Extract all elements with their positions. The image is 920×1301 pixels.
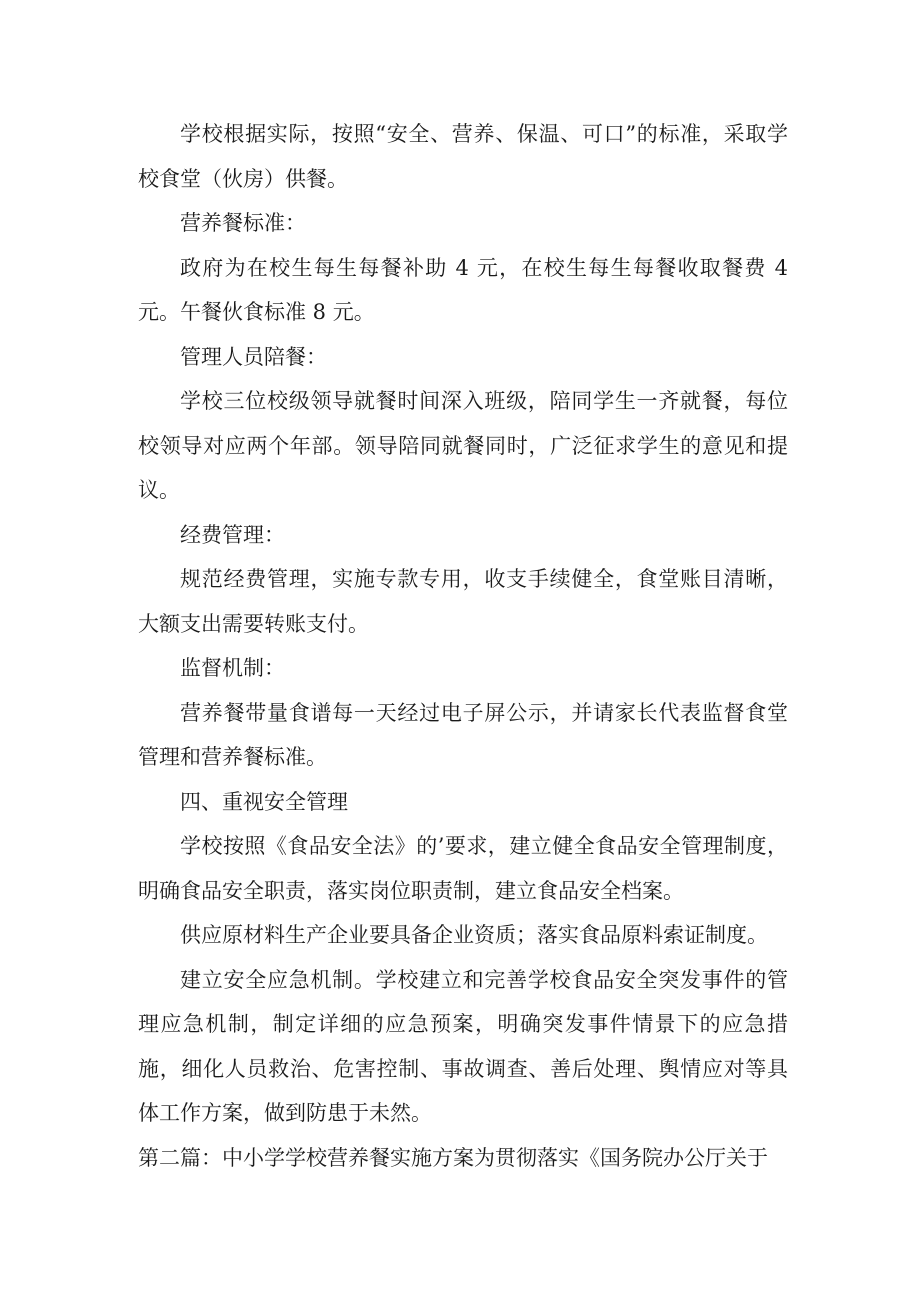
paragraph-food-safety-law: 学校按照《食品安全法》的’要求，建立健全食品安全管理制度，明确食品安全职责，落实岗位职责制，建立食品安全档案。 xyxy=(138,834,788,903)
heading-safety-management: 四、重视安全管理 xyxy=(180,789,348,814)
paragraph-supply-method: 学校根据实际，按照“安全、营养、保温、可口”的标准，采取学校食堂（伙房）供餐。 xyxy=(138,122,788,191)
heading-staff-accompany: 管理人员陪餐： xyxy=(180,344,327,369)
document-body xyxy=(138,112,788,1180)
heading-meal-standard: 营养餐标准： xyxy=(180,211,306,235)
paragraph-emergency-mechanism: 建立安全应急机制。学校建立和完善学校食品安全突发事件的管理应急机制，制定详细的应急预案，明确突发事件情景下的应急措施，细化人员救治、危害控制、事故调查、善后处理、舆情应对等具体工作方案，做到防患于未然。 xyxy=(138,967,788,1125)
heading-supervision: 监督机制： xyxy=(180,656,285,680)
heading-fund-management: 经费管理： xyxy=(180,522,285,547)
paragraph-second-article: 第二篇：中小学学校营养餐实施方案为贯彻落实《国务院办公厅关于 xyxy=(138,1145,768,1170)
paragraph-supplier-qualification: 供应原材料生产企业要具备企业资质；落实食品原料索证制度。 xyxy=(180,923,768,947)
paragraph-staff-accompany: 学校三位校级领导就餐时间深入班级，陪同学生一齐就餐，每位校领导对应两个年部。领导陪同就餐同时，广泛征求学生的意见和提议。 xyxy=(138,389,788,502)
paragraph-supervision: 营养餐带量食谱每一天经过电子屏公示，并请家长代表监督食堂管理和营养餐标准。 xyxy=(138,700,788,769)
paragraph-meal-standard: 政府为在校生每生每餐补助 4 元，在校生每生每餐收取餐费 4 元。午餐伙食标准 8 元。 xyxy=(138,255,788,324)
paragraph-fund-management: 规范经费管理，实施专款专用，收支手续健全，食堂账目清晰，大额支出需要转账支付。 xyxy=(138,567,788,636)
